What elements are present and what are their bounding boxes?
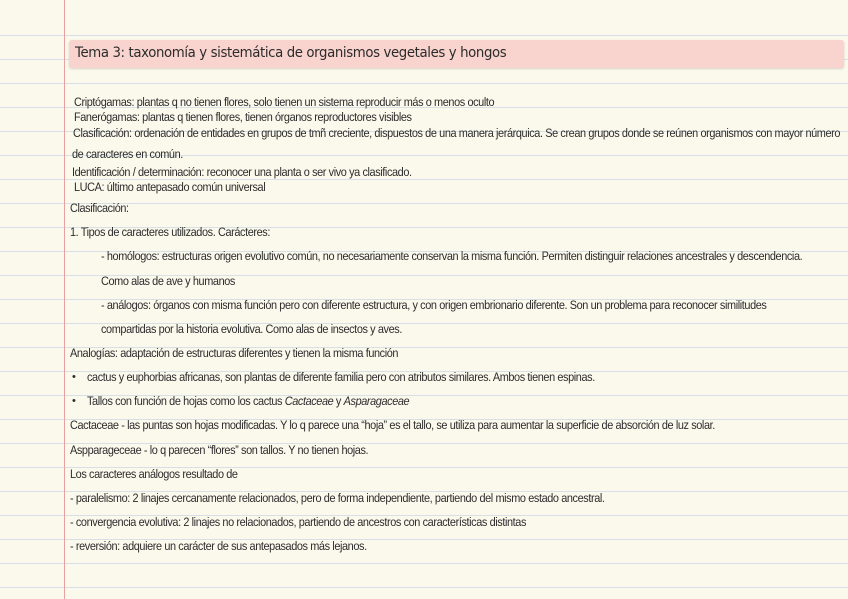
text-line: compartidas por la historia evolutiva. Como alas de insectos y aves. <box>101 322 402 336</box>
title-box <box>69 40 844 68</box>
text-line: - análogos: órganos con misma función pero con diferente estructura, y con origen embrionario diferente. Son un problema para reconocer similitudes <box>101 298 767 312</box>
text-line: Fanerógamas: plantas q tienen flores, tienen órganos reproductores visibles <box>74 110 412 124</box>
text-line: Los caracteres análogos resultado de <box>70 467 238 481</box>
text-line: - reversión: adquiere un carácter de sus antepasados más lejanos. <box>70 539 367 553</box>
text-line: de caracteres en común. <box>72 147 183 161</box>
text-line: - paralelismo: 2 linajes cercanamente relacionados, pero de forma independiente, partiendo del mismo estado ancestral. <box>70 491 605 505</box>
text-line: - homólogos: estructuras origen evolutivo común, no necesariamente conservan la misma función. Permiten distinguir relaciones ancestrales y descendencia. <box>101 249 803 263</box>
text-line: Criptógamas: plantas q no tienen flores, solo tienen un sistema reproducir más o menos oculto <box>74 95 495 109</box>
text-line: LUCA: último antepasado común universal <box>74 180 266 194</box>
page-title: Tema 3: taxonomía y sistemática de organismos vegetales y hongos <box>75 45 507 61</box>
list-item: Tallos con función de hojas como los cactus Cactaceae y Asparagaceae <box>87 394 410 408</box>
bullet-icon: • <box>72 371 76 383</box>
text-line: Clasificación: <box>70 201 129 215</box>
text-line: Clasificación: ordenación de entidades en grupos de tmñ creciente, dispuestos de una manera jerárquica. Se crean grupos donde se reúnen organismos con mayor número <box>73 126 841 140</box>
text-line: Como alas de ave y humanos <box>101 274 235 288</box>
list-item: cactus y euphorbias africanas, son plantas de diferente familia pero con atributos similares. Ambos tienen espinas. <box>87 370 595 384</box>
text-line: Cactaceae - las puntas son hojas modificadas. Y lo q parece una “hoja” es el tallo, se utiliza para aumentar la superficie de absorción de luz solar. <box>70 418 715 432</box>
margin-line <box>64 0 65 599</box>
text-line: Analogías: adaptación de estructuras diferentes y tienen la misma función <box>70 346 399 360</box>
text-line: - convergencia evolutiva: 2 linajes no relacionados, partiendo de ancestros con características distintas <box>70 515 527 529</box>
text-line: Identificación / determinación: reconocer una planta o ser vivo ya clasificado. <box>72 165 412 179</box>
bullet-icon: • <box>72 395 76 407</box>
text-line: Aspparageceae - lo q parecen “flores” son tallos. Y no tienen hojas. <box>70 443 369 457</box>
list-item: 1. Tipos de caracteres utilizados. Carácteres: <box>70 225 270 239</box>
